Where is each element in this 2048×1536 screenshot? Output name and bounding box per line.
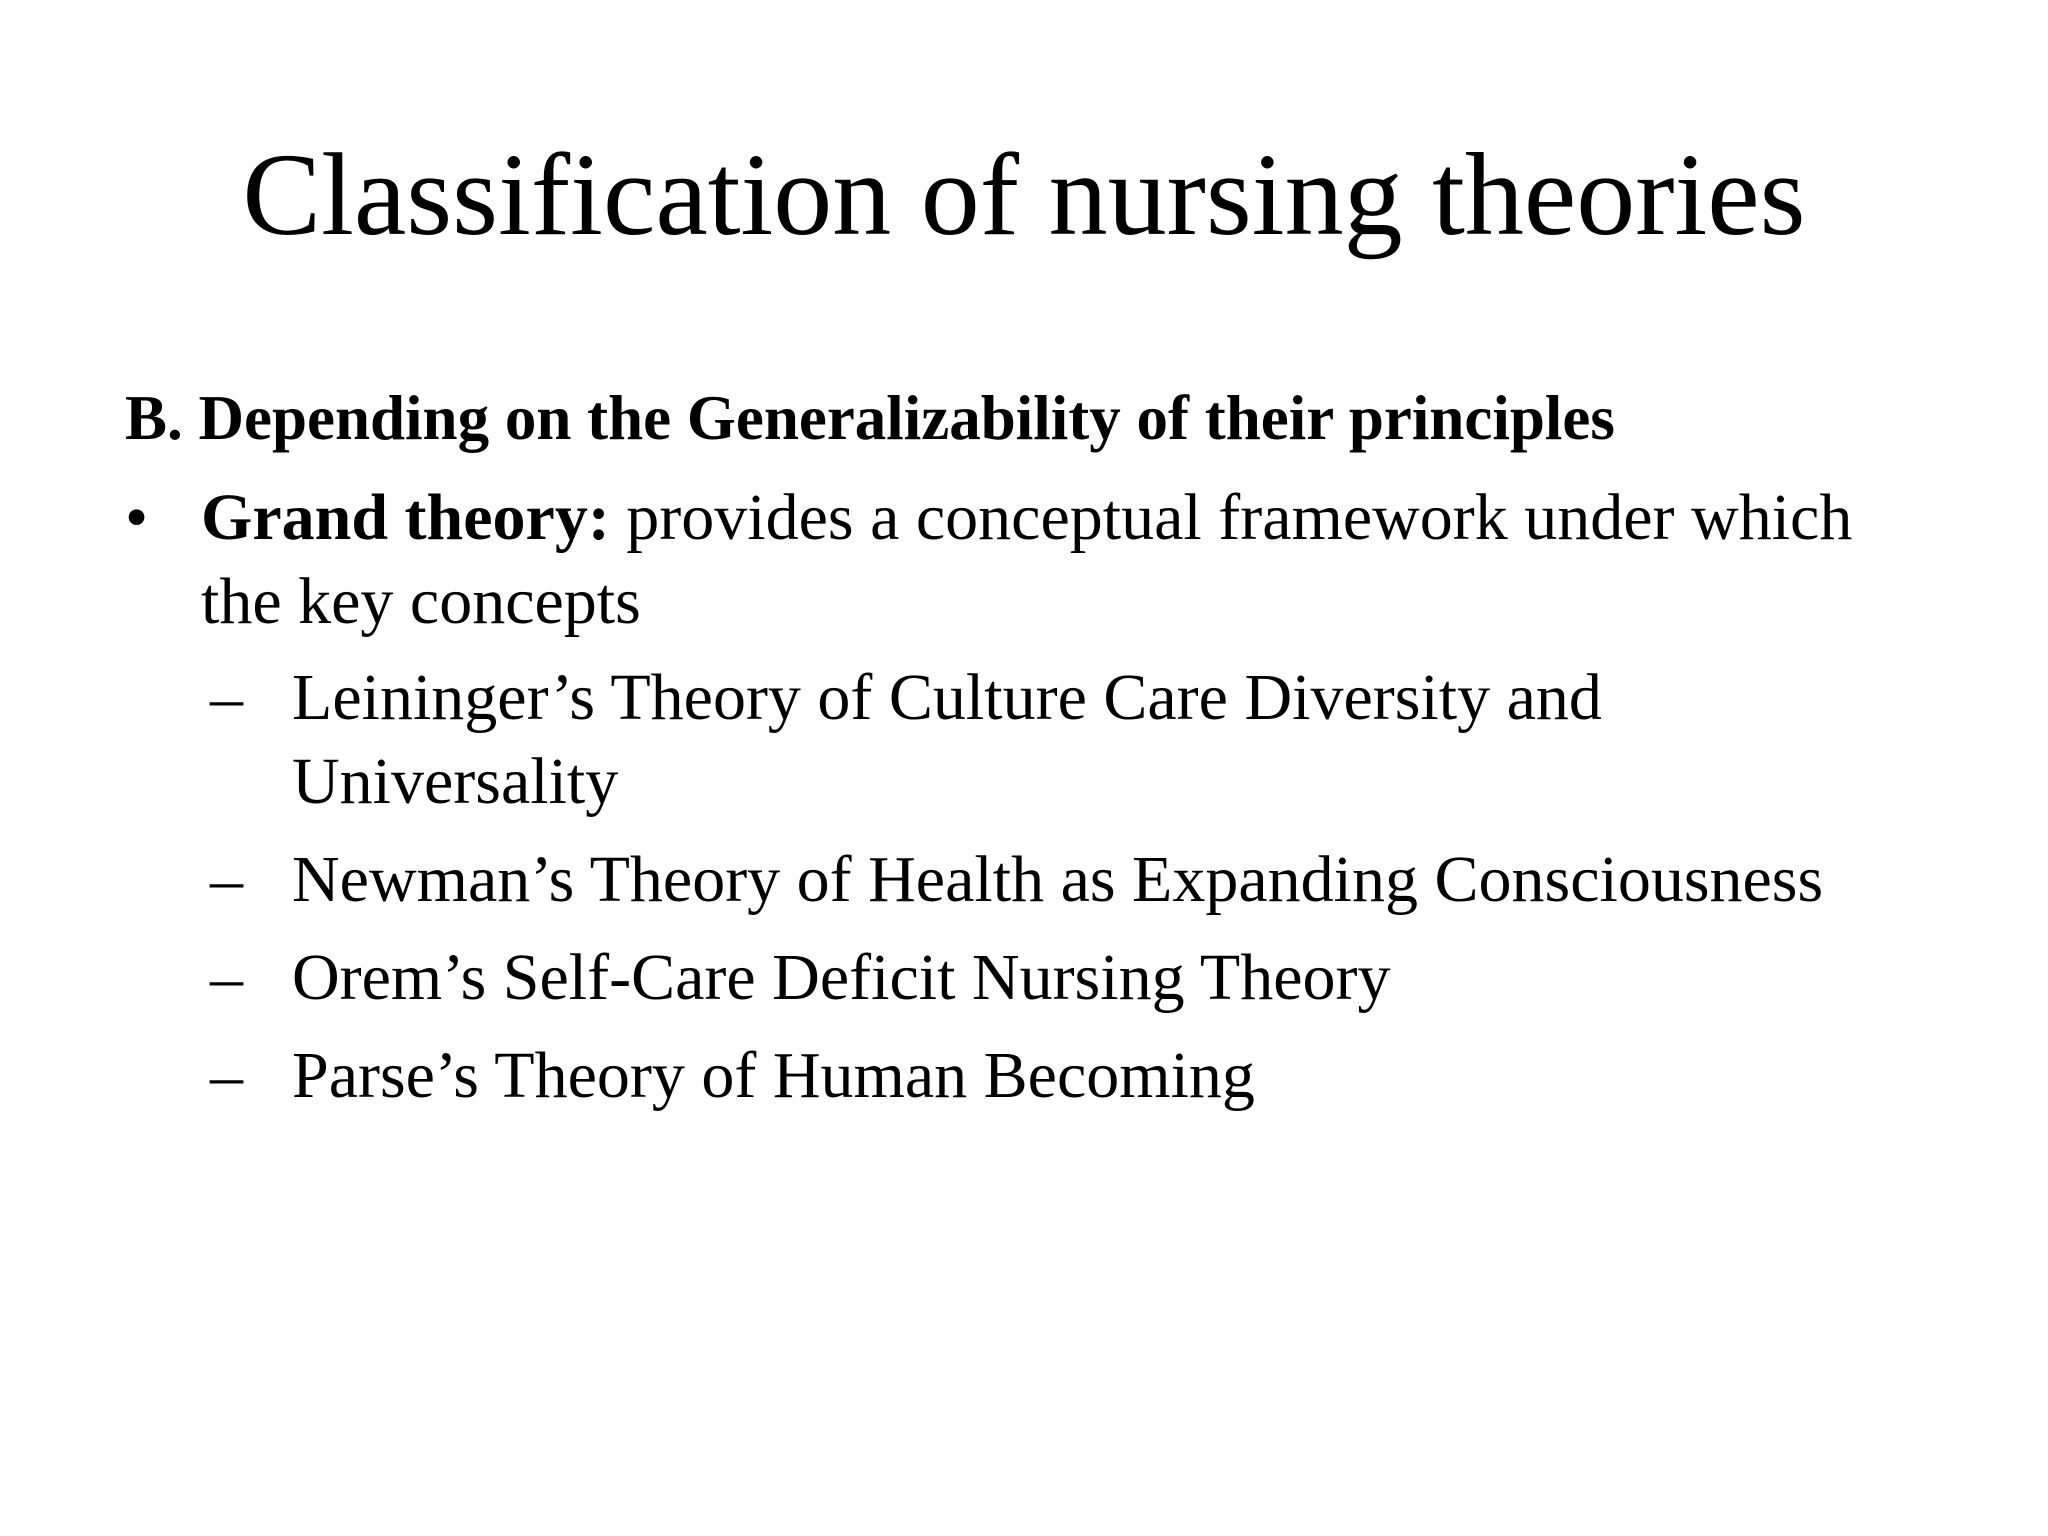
sub-bullet-item [210, 838, 1910, 922]
sub-bullet-text: Leininger’s Theory of Culture Care Diversity and Universality [292, 661, 1602, 818]
sub-bullet-item [210, 1034, 1910, 1118]
sub-bullet-text: Parse’s Theory of Human Becoming [292, 1039, 1255, 1112]
slide-title: Classification of nursing theories [242, 129, 1806, 260]
sub-bullet-item [210, 656, 1910, 824]
dash-marker: – [210, 1039, 243, 1112]
bullet-marker: • [125, 481, 149, 554]
bullet-body: provides a conceptual framework under which the key concepts [201, 481, 1853, 638]
sub-bullet-text: Newman’s Theory of Health as Expanding Consciousness [292, 843, 1824, 916]
dash-marker: – [210, 661, 243, 734]
bullet-text [201, 476, 1945, 644]
section-heading: B. Depending on the Generalizability of their principles [125, 383, 1615, 453]
dash-marker: – [210, 843, 243, 916]
dash-marker: – [210, 941, 243, 1014]
sub-bullet-text: Orem’s Self-Care Deficit Nursing Theory [292, 941, 1391, 1014]
sub-bullet-item [210, 936, 1910, 1020]
bullet-lead: Grand theory: [201, 481, 610, 554]
sub-bullet-list [210, 656, 1910, 1132]
